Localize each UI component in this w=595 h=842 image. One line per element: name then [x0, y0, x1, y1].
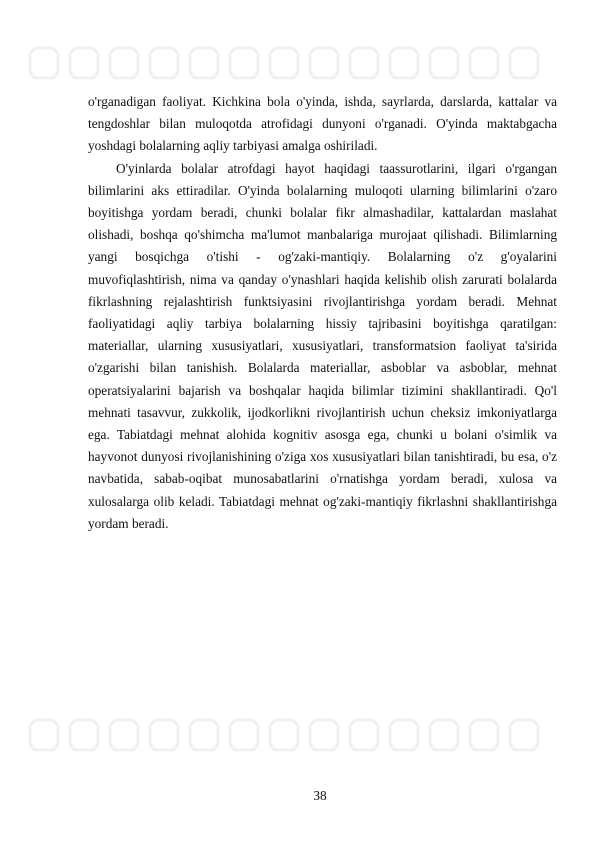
document-body: [88, 91, 557, 535]
page-number: 38: [313, 788, 327, 803]
paragraph-2: O'yinlarda bolalar atrofdagi hayot haqidagi taassurotlarini, ilgari o'rgangan bilimlarini aks ettiradilar. O'yinda bolalarning muloqoti ularning bilimlarini o'zaro boyitishga yordam beradi, chunki bolalar fikr almashadilar, kattalardan maslahat olishadi, boshqa qo'shimcha ma'lumot manbalariga murojaat qilishadi. Bilimlarning yangi bosqichga o'tishi - og'zaki-mantiqiy. Bolalarning o'z g'oyalarini muvofiqlashtirish, nima va qanday o'ynashlari haqida kelishib olish zarurati bolalarda fikrlashning rejalashtirish funktsiyasini rivojlantirishga yordam beradi. Mehnat faoliyatidagi aqliy tarbiya bolalarning hissiy tajribasini boyitishga qaratilgan: materiallar, ularning xususiyatlari, xususiyatlari, transformatsion faoliyat ta'sirida o'zgarishi bilan tanishish. Bolalarda materiallar, asboblar va asboblar, mehnat operatsiyalarini bajarish va boshqalar haqida bilimlar tizimini shakllantiradi. Qo'l mehnati tasavvur, zukkolik, ijodkorlikni rivojlantirish uchun cheksiz imkoniyatlarga ega. Tabiatdagi mehnat alohida kognitiv asosga ega, chunki u bolani o'simlik va hayvonot dunyosi rivojlanishining o'ziga xos xususiyatlari bilan tanishtiradi, bu esa, o'z navbatida, sabab-oqibat munosabatlarini o'rnatishga yordam beradi, xulosa va xulosalarga olib keladi. Tabiatdagi mehnat og'zaki-mantiqiy fikrlashni shakllantirishga yordam beradi.: [88, 160, 557, 531]
paragraph-1: o'rganadigan faoliyat. Kichkina bola o'yinda, ishda, sayrlarda, darslarda, kattalar va tengdoshlar bilan muloqotda atrofidagi dunyoni o'rganadi. O'yinda maktabgacha yoshdagi bolalarning aqliy tarbiyasi amalga oshiriladi.: [88, 94, 557, 154]
